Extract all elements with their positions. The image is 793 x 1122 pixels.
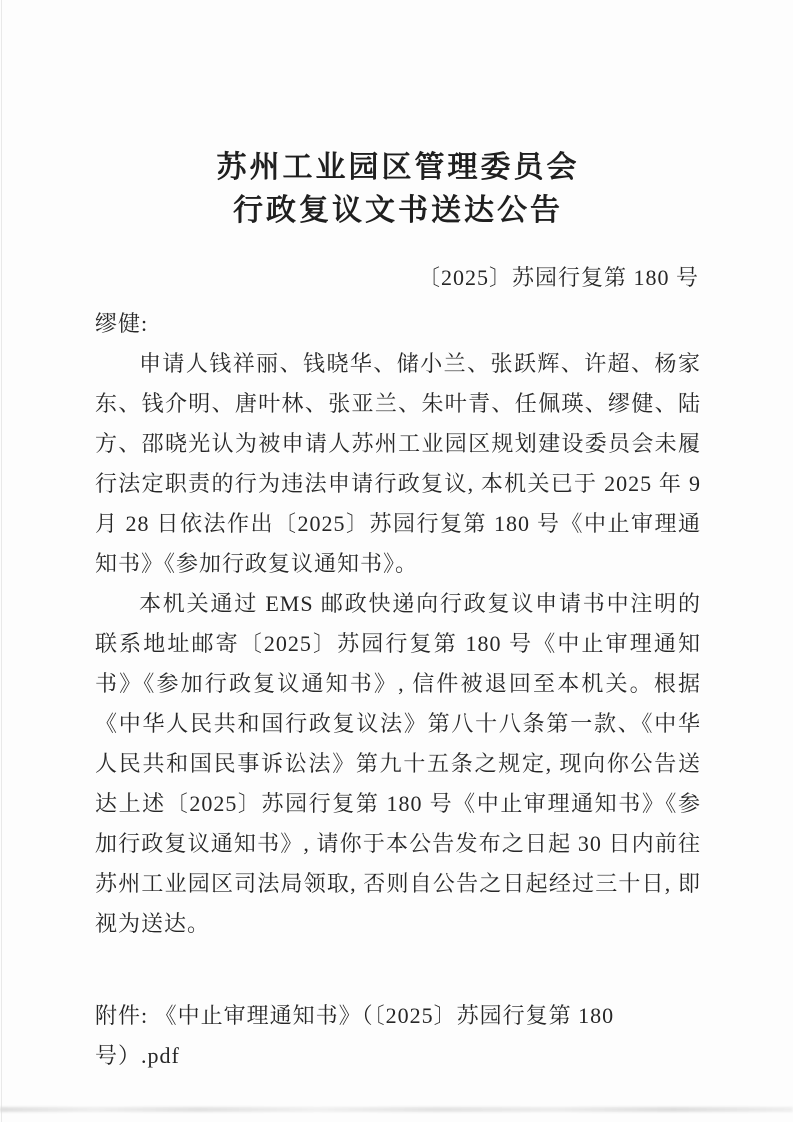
attachment-line: 附件: 《中止审理通知书》（〔2025〕苏园行复第 180 号）.pdf [95, 1003, 615, 1068]
document-number: 〔2025〕苏园行复第 180 号 [417, 265, 699, 290]
document-content [95, 0, 701, 1076]
document-title [95, 146, 701, 232]
addressee-line: 缪健: [95, 311, 149, 336]
document-title-line2: 行政复议文书送达公告 [233, 194, 563, 227]
scan-edge-artifact-bottom [0, 1107, 793, 1112]
document-title-line1: 苏州工业园区管理委员会 [216, 151, 580, 184]
scan-edge-artifact-left [1, 0, 2, 1122]
body-paragraph-2: 本机关通过 EMS 邮政快递向行政复议申请书中注明的联系地址邮寄〔2025〕苏园行复第 180 号《中止审理通知书》《参加行政复议通知书》, 信件被退回至本机关。根据《中华人民共和国行政复议法》第八十八条第一款、《中华人民共和国民事诉讼法》第九十五条之规定, 现向你公告送达上述〔2025〕苏园行复第 180 号《中止审理通知书》《参加行政复议通知书》, 请你于本公告发布之日起 30 日内前往苏州工业园区司法局领取, 否则自公告之日起经过三十日, 即视为送达。 [95, 591, 701, 936]
body-paragraph-1: 申请人钱祥丽、钱晓华、储小兰、张跃辉、许超、杨家东、钱介明、唐叶林、张亚兰、朱叶青、任佩瑛、缪健、陆方、邵晓光认为被申请人苏州工业园区规划建设委员会未履行法定职责的行为违法申请行政复议, 本机关已于 2025 年 9 月 28 日依法作出〔2025〕苏园行复第 180 号《中止审理通知书》《参加行政复议通知书》。 [95, 351, 701, 576]
